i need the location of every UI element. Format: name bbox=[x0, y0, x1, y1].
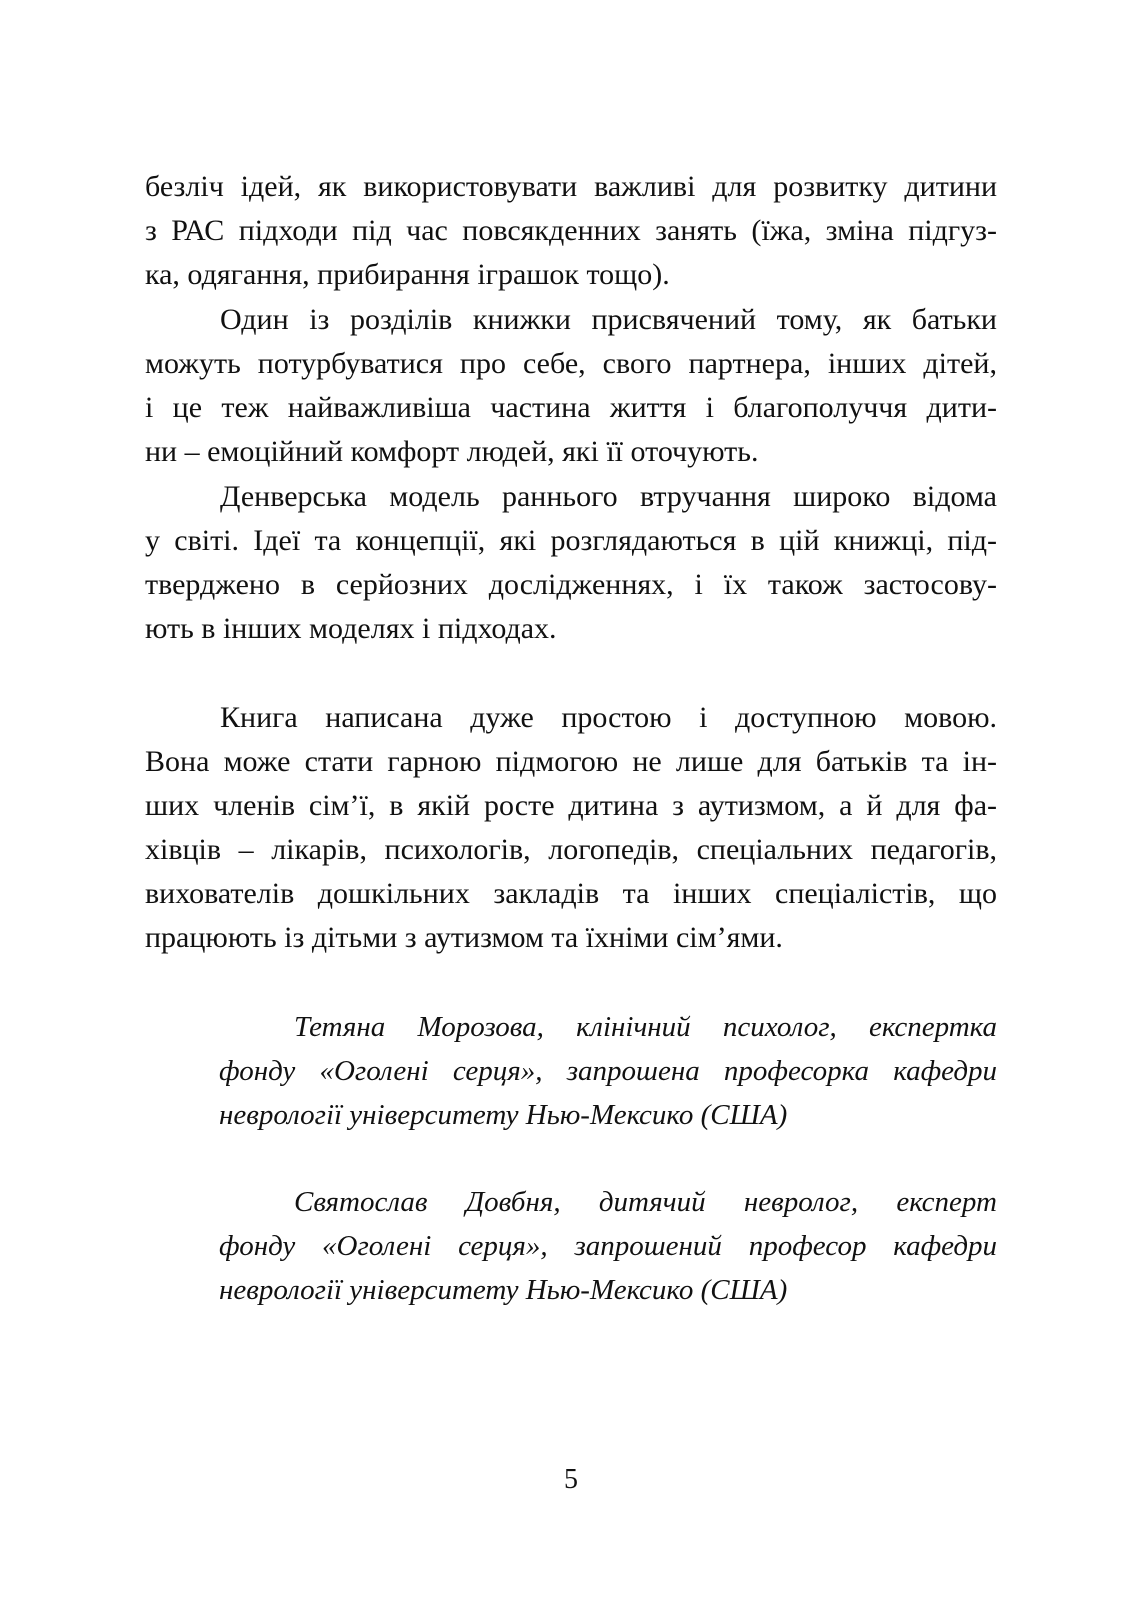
signature-line: неврології університету Нью-Мексико (США) bbox=[219, 1274, 788, 1306]
paragraph-line: Книга написана дуже простою і доступною мовою. bbox=[220, 701, 997, 734]
paragraph-line: працюють із дітьми з аутизмом та їхніми сім’ями. bbox=[145, 921, 783, 954]
paragraph-line: Денверська модель раннього втручання широко відома bbox=[220, 480, 997, 513]
signature-line: фонду «Оголені серця», запрошений професор кафедри bbox=[219, 1230, 997, 1262]
signature-line: неврології університету Нью-Мексико (США) bbox=[219, 1099, 788, 1131]
paragraph-line: Вона може стати гарною підмогою не лише для батьків та ін- bbox=[145, 745, 997, 778]
paragraph-line: ших членів сім’ї, в якій росте дитина з аутизмом, а й для фа- bbox=[145, 789, 997, 822]
paragraph-line: з РАС підходи під час повсякденних занять (їжа, зміна підгуз- bbox=[145, 214, 997, 247]
signature-line: Святослав Довбня, дитячий невролог, експерт bbox=[294, 1186, 997, 1218]
paragraph-line: ють в інших моделях і підходах. bbox=[145, 612, 557, 645]
paragraph-line: і це теж найважливіша частина життя і благополуччя дити- bbox=[145, 391, 997, 424]
paragraph-line: безліч ідей, як використовувати важливі для розвитку дитини bbox=[145, 170, 997, 203]
paragraph-line: вихователів дошкільних закладів та інших спеціалістів, що bbox=[145, 877, 997, 910]
signature-line: фонду «Оголені серця», запрошена професорка кафедри bbox=[219, 1055, 997, 1087]
paragraph-line: ка, одягання, прибирання іграшок тощо). bbox=[145, 258, 670, 291]
page-number: 5 bbox=[564, 1464, 578, 1495]
paragraph-line: Один із розділів книжки присвячений тому, як батьки bbox=[220, 303, 997, 336]
paragraph-line: хівців – лікарів, психологів, логопедів, спеціальних педагогів, bbox=[145, 833, 997, 866]
paragraph-line: у світі. Ідеї та концепції, які розглядаються в цій книжці, під- bbox=[145, 524, 997, 557]
signature-line: Тетяна Морозова, клінічний психолог, експертка bbox=[294, 1011, 997, 1043]
paragraph-line: можуть потурбуватися про себе, свого партнера, інших дітей, bbox=[145, 347, 997, 380]
paragraph-line: ни – емоційний комфорт людей, які її оточують. bbox=[145, 435, 759, 468]
paragraph-line: тверджено в серйозних дослідженнях, і їх також застосову- bbox=[145, 568, 997, 601]
